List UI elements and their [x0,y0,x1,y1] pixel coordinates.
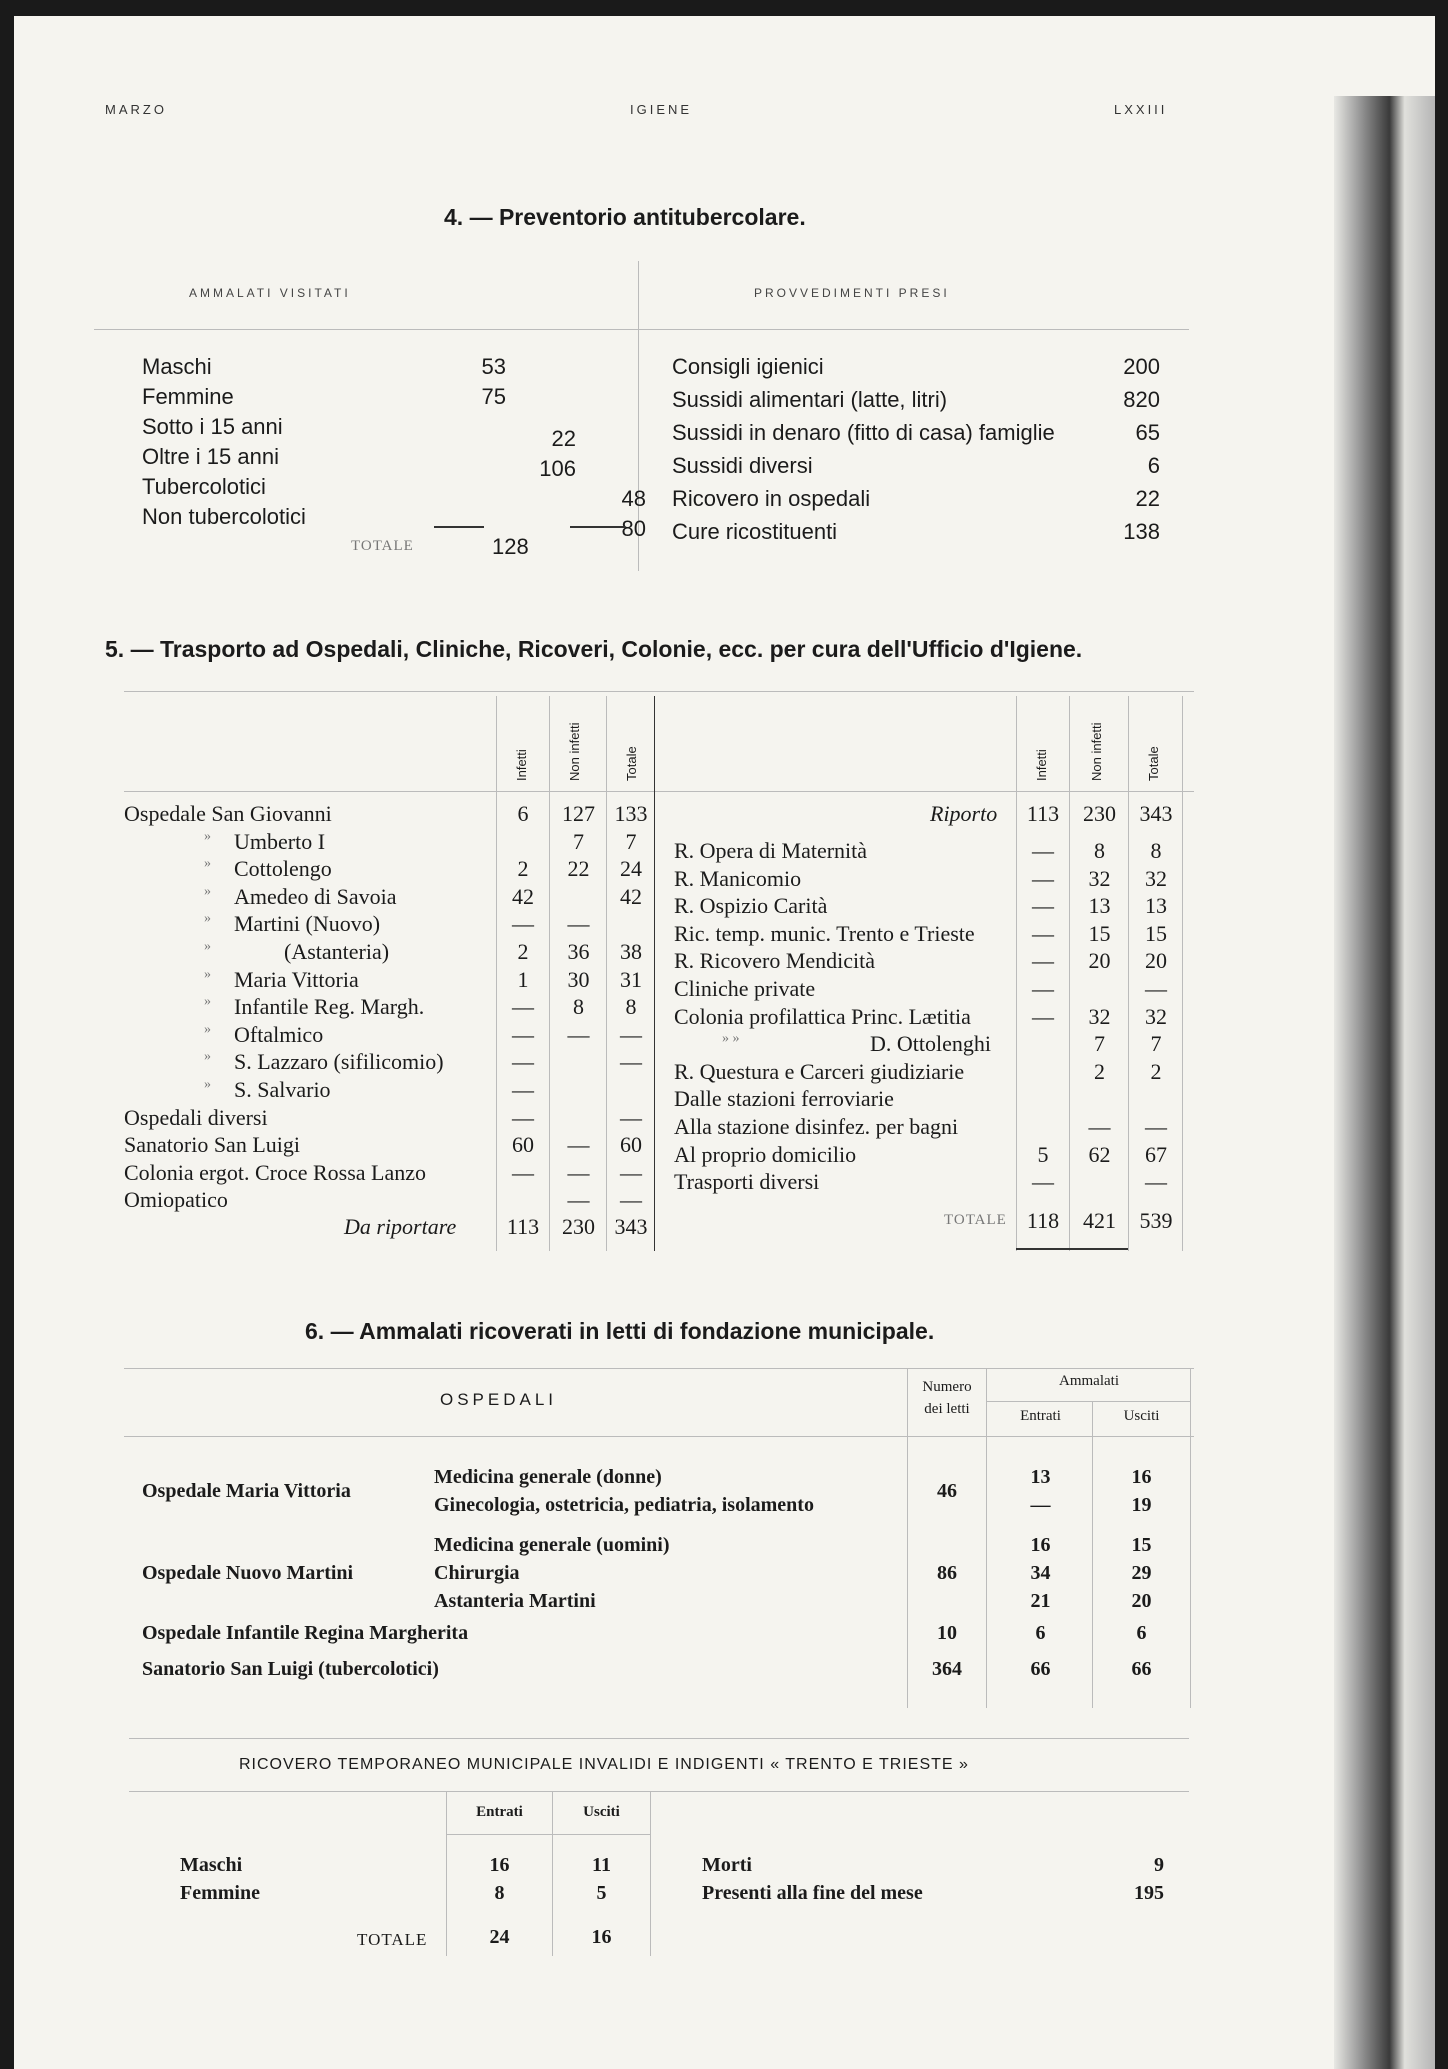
s5-left-totale: — [620,1105,642,1130]
s5-ditto-mark: » [204,967,211,982]
s5-right-totale: 13 [1145,893,1167,918]
s5-left-noninfetti: 22 [567,856,590,881]
s5-col-head-infetti-right: Infetti [1034,749,1049,781]
s5-left-totale: 8 [625,994,637,1019]
s6-hospital-usciti: 66 [1131,1658,1152,1680]
s6-ward-label: Medicina generale (donne) [434,1466,662,1488]
s5-left-label: S. Salvario [234,1077,331,1102]
s5-left-infetti: — [512,1077,534,1102]
s5-col-rule-5 [1069,696,1070,1251]
s6-hospital-entrati: 66 [1030,1658,1051,1680]
s5-right-infetti: — [1032,976,1054,1001]
s5-right-label: R. Ospizio Carità [674,893,828,918]
s5-left-label: Colonia ergot. Croce Rossa Lanzo [124,1160,427,1185]
s5-right-label: Ric. temp. munic. Trento e Trieste [674,921,975,946]
s4-row-label: Tubercolotici [142,474,266,499]
s5-right-totale: — [1145,1114,1167,1139]
s5-right-label: R. Ricovero Mendicità [674,948,876,973]
s5-ditto-mark: » [204,1077,211,1092]
s4-row-c2: 106 [539,456,576,481]
page-edge-shadow [1334,96,1435,2069]
s5-totale-noninfetti: 421 [1083,1208,1116,1233]
s5-totale-totale: 539 [1139,1208,1173,1233]
s4-measure-label: Cure ricostituenti [672,519,838,544]
s5-left-noninfetti: 7 [573,829,584,854]
s5-left-noninfetti: — [567,1160,590,1185]
s5-left-infetti: 2 [517,939,529,964]
s5-col-head-totale-right: Totale [1146,746,1161,781]
s5-left-infetti: 1 [517,967,529,992]
s4-measure-label: Sussidi alimentari (latte, litri) [672,387,948,412]
s4-row-c1: 75 [481,384,506,409]
s5-col-rule-7 [1182,696,1183,1251]
s6-head-entrati: Entrati [1020,1408,1061,1424]
s4-measure-value: 138 [1123,519,1160,544]
s5-col-rule-6 [1128,696,1129,1251]
s5-right-label: R. Questura e Carceri giudiziarie [674,1059,965,1084]
s5-right-totale: — [1145,976,1167,1001]
s5-da-riportare-noninfetti: 230 [562,1214,595,1239]
s7-row-entrati: 8 [494,1882,505,1904]
s7-row-usciti: 5 [596,1882,607,1904]
s5-left-noninfetti: — [567,1187,590,1212]
s7-totale-label: TOTALE [357,1930,428,1949]
s6-hospital-name: Ospedale Nuovo Martini [142,1562,354,1584]
s6-ward-usciti: 29 [1131,1562,1152,1584]
s5-ditto-mark: » [204,1049,211,1064]
s7-sub-rule [446,1834,650,1835]
s5-right-infetti: — [1032,838,1054,863]
s6-head-letti: dei letti [924,1401,970,1417]
s6-hospital-letti: 46 [937,1480,957,1502]
s5-left-label: Maria Vittoria [234,967,359,992]
s5-total-rule [1016,1248,1128,1250]
s5-right-label: R. Manicomio [674,866,802,891]
s6-head-ospedali: OSPEDALI [440,1390,558,1409]
s5-left-totale: — [620,1049,642,1074]
s4-measure-label: Sussidi in denaro (fitto di casa) famiglie [672,420,1055,445]
s4-header-rule [94,329,1189,330]
s5-right-totale: 67 [1145,1142,1167,1167]
s5-left-noninfetti: 8 [573,994,584,1019]
s6-ammalati-rule [986,1401,1190,1402]
s5-totale-infetti: 118 [1026,1208,1060,1233]
s5-left-totale: 38 [620,939,642,964]
s6-col-rule-2 [986,1368,987,1708]
s5-left-noninfetti: — [567,1022,590,1047]
s5-ditto-mark: » [204,829,211,844]
header-month: MARZO [105,102,167,117]
s5-left-infetti: 60 [512,1132,534,1157]
s4-sum-rule-1 [434,526,484,528]
s5-left-label: Cottolengo [234,856,332,881]
s4-row-label: Oltre i 15 anni [142,444,279,469]
s5-col-rule-3 [606,696,607,1251]
s5-left-label: Martini (Nuovo) [234,911,381,936]
s5-right-label: Colonia profilattica Princ. Lætitia [674,1004,971,1029]
s7-row-entrati: 16 [489,1854,510,1876]
s5-da-riportare-infetti: 113 [506,1214,540,1239]
s4-measure-value: 6 [1147,453,1160,478]
s6-ward-label: Ginecologia, ostetricia, pediatria, isolamento [434,1494,814,1516]
s6-ward-usciti: 20 [1131,1590,1152,1612]
s5-right-noninfetti: 13 [1088,893,1111,918]
s6-ward-label: Chirurgia [434,1562,520,1584]
s5-right-noninfetti: 15 [1088,921,1111,946]
s5-col-head-noninfetti-left: Non infetti [567,722,582,781]
s6-head-usciti: Usciti [1123,1408,1160,1424]
s4-measure-label: Consigli igienici [672,354,824,379]
s4-row-c3: 48 [621,486,646,511]
s5-left-infetti: — [512,1105,534,1130]
s5-right-totale: 8 [1150,838,1162,863]
s6-hospital-letti: 86 [937,1562,957,1584]
s5-right-label: Cliniche private [674,976,816,1001]
s5-right-label: Trasporti diversi [674,1169,820,1194]
s4-totale-value: 128 [492,534,529,559]
s5-right-totale: 20 [1145,948,1167,973]
s7-row-label: Femmine [180,1882,260,1904]
s7-title: RICOVERO TEMPORANEO MUNICIPALE INVALIDI E INDIGENTI « TRENTO E TRIESTE » [239,1756,969,1773]
header-section: IGIENE [630,102,693,117]
s6-hospital-letti: 364 [932,1658,962,1680]
s6-hospital-name: Ospedale Maria Vittoria [142,1480,351,1502]
s7-top-rule [129,1738,1189,1739]
s4-totale-label: TOTALE [351,538,414,554]
s5-right-totale: 7 [1150,1031,1162,1056]
s7-head-entrati: Entrati [476,1804,523,1820]
s6-ward-usciti: 15 [1131,1534,1152,1556]
s4-row-c2: 22 [551,426,576,451]
s5-left-infetti: — [512,1160,534,1185]
s5-top-rule [124,691,1194,692]
s5-left-infetti: — [512,1049,534,1074]
s5-col-head-infetti-left: Infetti [514,749,529,781]
s5-left-totale: — [620,1022,642,1047]
s5-left-infetti: 42 [512,884,534,909]
s5-ditto-mark: » [204,1022,211,1037]
s5-left-label: Umberto I [234,829,326,854]
s5-left-infetti: — [512,1022,534,1047]
s5-left-infetti: 2 [517,856,529,881]
s5-right-label: R. Opera di Maternità [674,838,868,863]
s4-measure-value: 65 [1135,420,1160,445]
section-6-title: 6. — Ammalati ricoverati in letti di fondazione municipale. [305,1318,935,1344]
s5-right-label: Alla stazione disinfez. per bagni [674,1114,959,1139]
s7-right-label: Morti [702,1854,752,1876]
s5-right-noninfetti: 2 [1094,1059,1105,1084]
s6-ward-usciti: 19 [1131,1494,1152,1516]
s7-row-usciti: 11 [592,1854,611,1876]
s5-left-label: (Astanteria) [284,939,390,964]
s7-totale-usciti: 16 [591,1926,612,1948]
s5-da-riportare-totale: 343 [614,1214,648,1239]
s5-right-totale: 15 [1145,921,1167,946]
s5-right-totale: 32 [1145,1004,1167,1029]
s5-left-totale: — [620,1160,642,1185]
s5-header-rule [124,791,1194,792]
s5-ditto-mark: » [204,994,211,1009]
s5-ditto-mark: » » [722,1031,740,1046]
s5-left-infetti: — [512,994,534,1019]
s5-divider [654,696,655,1251]
s5-right-infetti: — [1032,893,1054,918]
s4-measure-label: Sussidi diversi [672,453,813,478]
s5-right-infetti: — [1032,921,1054,946]
s5-right-infetti: — [1032,1004,1054,1029]
s4-row-label: Femmine [142,384,234,409]
s5-left-label: Sanatorio San Luigi [124,1132,300,1157]
s5-col-rule-1 [496,696,497,1251]
s5-left-noninfetti: — [567,911,590,936]
s5-left-noninfetti: 30 [567,967,590,992]
s4-row-label: Maschi [142,354,212,379]
s4-measure-value: 820 [1123,387,1160,412]
s5-col-head-noninfetti-right: Non infetti [1089,722,1104,781]
s5-col-rule-4 [1016,696,1017,1251]
s7-row-label: Maschi [180,1854,243,1876]
s6-top-rule [124,1368,1194,1369]
s5-right-infetti: — [1032,866,1054,891]
s5-left-totale: 42 [620,884,642,909]
s7-totale-entrati: 24 [489,1926,510,1948]
s4-measure-value: 200 [1123,354,1160,379]
s4-row-c3: 80 [621,516,646,541]
s5-left-label: Omiopatico [124,1187,228,1212]
s6-ward-entrati: 34 [1030,1562,1051,1584]
s5-totale-label: TOTALE [944,1212,1007,1228]
s5-ditto-mark: » [204,939,211,954]
s7-header-rule [129,1791,1189,1792]
s5-left-totale: 24 [620,856,642,881]
s6-hospital-usciti: 6 [1136,1622,1147,1644]
s5-left-noninfetti: 127 [562,801,595,826]
s6-hospital-name: Ospedale Infantile Regina Margherita [142,1622,469,1644]
s5-left-totale: 60 [620,1132,642,1157]
s5-col-rule-2 [549,696,550,1251]
s7-col-rule-3 [650,1791,651,1956]
s7-right-label: Presenti alla fine del mese [702,1882,923,1904]
s5-left-infetti: 6 [517,801,529,826]
s5-right-infetti: 5 [1037,1142,1049,1167]
s5-right-noninfetti: 32 [1088,866,1111,891]
s6-col-rule-4 [1190,1368,1191,1708]
header-page-number: LXXIII [1114,102,1168,117]
s5-right-noninfetti: 62 [1088,1142,1111,1167]
s5-right-totale: 2 [1150,1059,1162,1084]
s5-left-label: Infantile Reg. Margh. [234,994,425,1019]
s5-da-riportare-label: Da riportare [344,1214,457,1239]
s5-col-head-totale-left: Totale [624,746,639,781]
s5-left-noninfetti: 36 [567,939,590,964]
s5-left-totale: 31 [620,967,642,992]
s6-ward-entrati: 16 [1030,1534,1051,1556]
s4-left-caption: AMMALATI VISITATI [189,286,351,300]
s5-left-totale: 7 [625,829,637,854]
s5-right-noninfetti: 32 [1088,1004,1111,1029]
section-4-title: 4. — Preventorio antitubercolare. [444,204,806,230]
s5-left-label: Ospedale San Giovanni [124,801,332,826]
s6-hospital-name: Sanatorio San Luigi (tubercolotici) [142,1658,439,1680]
s4-measure-value: 22 [1135,486,1160,511]
s6-header-rule [124,1436,1194,1437]
s7-head-usciti: Usciti [583,1804,620,1820]
s4-sum-rule-2 [570,526,625,528]
s6-head-numero: Numero [922,1379,972,1395]
s5-ditto-mark: » [204,911,211,926]
s4-row-label: Sotto i 15 anni [142,414,283,439]
s5-right-label: D. Ottolenghi [870,1031,991,1056]
page [14,16,1435,2069]
s5-right-noninfetti: 7 [1094,1031,1105,1056]
s5-ditto-mark: » [204,856,211,871]
s6-col-rule-1 [907,1368,908,1708]
s6-ward-label: Medicina generale (uomini) [434,1534,670,1556]
s6-ward-entrati: — [1030,1494,1051,1516]
s5-right-infetti: — [1032,948,1054,973]
s5-right-infetti: — [1032,1169,1054,1194]
s5-riporto-label: Riporto [930,801,998,826]
s6-ward-entrati: 21 [1030,1590,1051,1612]
s5-right-totale: — [1145,1169,1167,1194]
s5-riporto-infetti: 113 [1026,801,1060,826]
s7-right-value: 195 [1134,1882,1164,1904]
s5-right-noninfetti: 20 [1088,948,1111,973]
s5-right-totale: 32 [1145,866,1167,891]
s5-left-label: S. Lazzaro (sifilicomio) [234,1049,444,1074]
s5-left-infetti: — [512,911,534,936]
s5-left-totale: 133 [614,801,648,826]
s5-right-label: Al proprio domicilio [674,1142,857,1167]
s6-hospital-letti: 10 [937,1622,957,1644]
s6-ward-usciti: 16 [1131,1466,1152,1488]
s4-measure-label: Ricovero in ospedali [672,486,871,511]
s6-head-ammalati: Ammalati [1059,1373,1119,1389]
s5-left-totale: — [620,1187,642,1212]
s5-right-noninfetti: 8 [1094,838,1105,863]
s4-row-c1: 53 [481,354,506,379]
s6-ward-label: Astanteria Martini [434,1590,596,1612]
s5-left-label: Amedeo di Savoia [234,884,397,909]
s4-right-caption: PROVVEDIMENTI PRESI [754,286,950,300]
s5-right-noninfetti: — [1088,1114,1111,1139]
s5-ditto-mark: » [204,884,211,899]
s6-ward-entrati: 13 [1030,1466,1051,1488]
s5-left-label: Ospedali diversi [124,1105,268,1130]
s4-row-label: Non tubercolotici [142,504,306,529]
s5-riporto-totale: 343 [1139,801,1173,826]
s5-left-label: Oftalmico [234,1022,324,1047]
section-5-title: 5. — Trasporto ad Ospedali, Cliniche, Ricoveri, Colonie, ecc. per cura dell'Ufficio d'Igiene. [105,636,1083,662]
s5-right-label: Dalle stazioni ferroviarie [674,1086,894,1111]
s7-right-value: 9 [1154,1854,1164,1876]
s5-left-noninfetti: — [567,1132,590,1157]
s5-riporto-noninfetti: 230 [1083,801,1116,826]
s6-hospital-entrati: 6 [1035,1622,1046,1644]
